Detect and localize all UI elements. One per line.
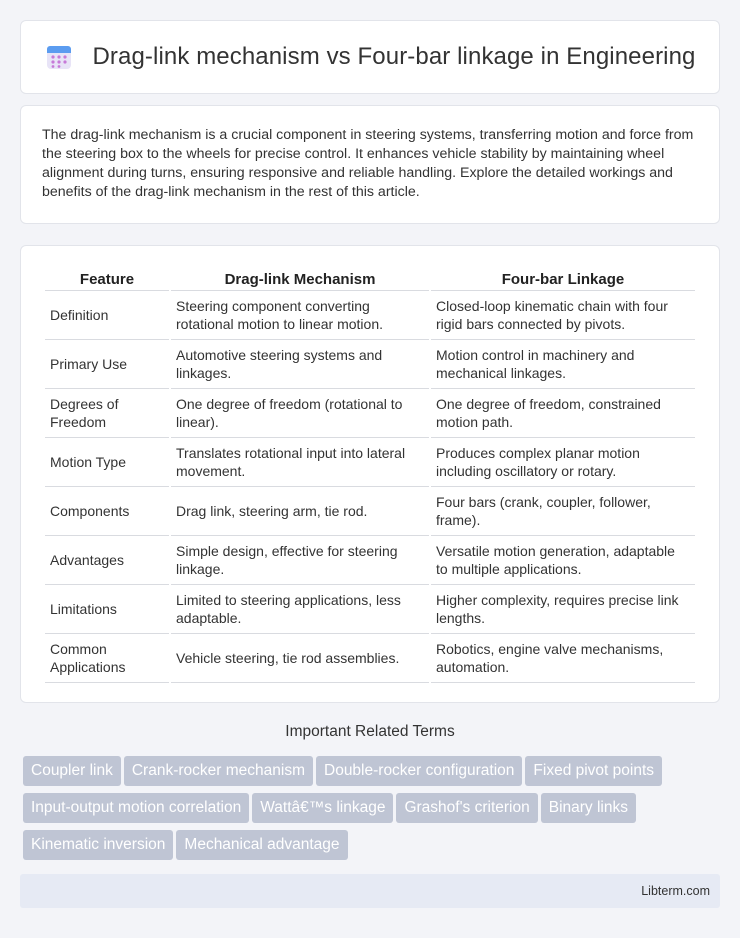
feature-cell: Primary Use xyxy=(45,340,169,389)
related-term-tag[interactable]: Fixed pivot points xyxy=(525,756,662,786)
drag-link-cell: Vehicle steering, tie rod assemblies. xyxy=(171,634,429,683)
column-header-four-bar: Four-bar Linkage xyxy=(431,265,695,291)
table-row xyxy=(45,536,695,585)
table-row xyxy=(45,487,695,536)
feature-cell: Common Applications xyxy=(45,634,169,683)
table-row xyxy=(45,340,695,389)
feature-cell: Definition xyxy=(45,291,169,340)
calendar-icon xyxy=(45,43,73,71)
intro-text: The drag-link mechanism is a crucial component in steering systems, transferring motion and force from the steering box to the wheels for precise control. It enhances vehicle stability by maintaining wheel alignment during turns, ensuring responsive and reliable handling. Explore the detailed workings and benefits of the drag-link mechanism in the rest of this article. xyxy=(42,127,694,200)
intro-card xyxy=(20,105,720,224)
table-row xyxy=(45,438,695,487)
four-bar-cell: Versatile motion generation, adaptable to multiple applications. xyxy=(431,536,695,585)
four-bar-cell: Closed-loop kinematic chain with four rigid bars connected by pivots. xyxy=(431,291,695,340)
comparison-table xyxy=(43,265,697,683)
drag-link-cell: Steering component converting rotational motion to linear motion. xyxy=(171,291,429,340)
drag-link-cell: One degree of freedom (rotational to linear). xyxy=(171,389,429,438)
related-term-tag[interactable]: Crank-rocker mechanism xyxy=(124,756,313,786)
related-term-tag[interactable]: Kinematic inversion xyxy=(23,830,173,860)
title-card xyxy=(20,20,720,94)
four-bar-cell: One degree of freedom, constrained motion path. xyxy=(431,389,695,438)
related-term-tag[interactable]: Binary links xyxy=(541,793,636,823)
column-header-drag-link: Drag-link Mechanism xyxy=(171,265,429,291)
four-bar-cell: Four bars (crank, coupler, follower, frame). xyxy=(431,487,695,536)
related-term-tag[interactable]: Grashof's criterion xyxy=(396,793,537,823)
drag-link-cell: Translates rotational input into lateral movement. xyxy=(171,438,429,487)
four-bar-cell: Higher complexity, requires precise link lengths. xyxy=(431,585,695,634)
feature-cell: Components xyxy=(45,487,169,536)
table-row xyxy=(45,585,695,634)
related-term-tag[interactable]: Wattâ€™s linkage xyxy=(252,793,393,823)
page-title: Drag-link mechanism vs Four-bar linkage in Engineering xyxy=(92,43,696,70)
related-terms-list xyxy=(23,756,713,867)
related-term-tag[interactable]: Double-rocker configuration xyxy=(316,756,522,786)
four-bar-cell: Produces complex planar motion including oscillatory or rotary. xyxy=(431,438,695,487)
related-terms-title: Important Related Terms xyxy=(285,723,455,740)
related-term-tag[interactable]: Coupler link xyxy=(23,756,121,786)
drag-link-cell: Drag link, steering arm, tie rod. xyxy=(171,487,429,536)
table-row xyxy=(45,389,695,438)
related-term-tag[interactable]: Mechanical advantage xyxy=(176,830,347,860)
table-row xyxy=(45,634,695,683)
feature-cell: Degrees of Freedom xyxy=(45,389,169,438)
four-bar-cell: Motion control in machinery and mechanical linkages. xyxy=(431,340,695,389)
comparison-card xyxy=(20,245,720,703)
table-row xyxy=(45,291,695,340)
four-bar-cell: Robotics, engine valve mechanisms, automation. xyxy=(431,634,695,683)
footer xyxy=(20,874,720,908)
drag-link-cell: Simple design, effective for steering linkage. xyxy=(171,536,429,585)
table-header-row xyxy=(45,265,695,291)
feature-cell: Advantages xyxy=(45,536,169,585)
feature-cell: Motion Type xyxy=(45,438,169,487)
drag-link-cell: Automotive steering systems and linkages. xyxy=(171,340,429,389)
column-header-feature: Feature xyxy=(45,265,169,291)
footer-site-link[interactable]: Libterm.com xyxy=(641,884,710,898)
related-term-tag[interactable]: Input-output motion correlation xyxy=(23,793,249,823)
drag-link-cell: Limited to steering applications, less adaptable. xyxy=(171,585,429,634)
feature-cell: Limitations xyxy=(45,585,169,634)
